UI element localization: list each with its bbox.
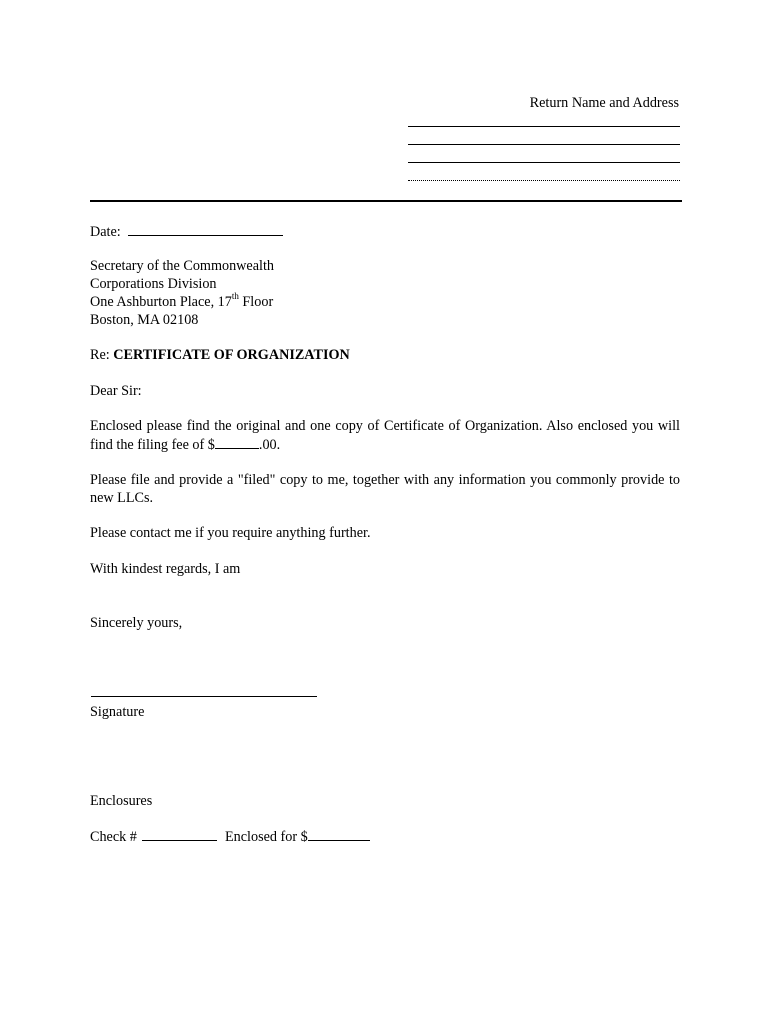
date-row bbox=[90, 222, 283, 241]
date-field[interactable] bbox=[128, 222, 283, 236]
enclosed-amount-field[interactable] bbox=[308, 827, 370, 841]
enclosed-label: Enclosed for $ bbox=[224, 829, 308, 845]
signature-field[interactable] bbox=[91, 696, 317, 697]
closing: Sincerely yours, bbox=[90, 615, 183, 631]
check-number-field[interactable] bbox=[142, 827, 217, 841]
body-paragraph-2: Please file and provide a "filed" copy to me, together with any information you commonly provide to new LLCs. bbox=[90, 472, 680, 506]
recipient-line-4: Boston, MA 02108 bbox=[90, 312, 199, 328]
check-row bbox=[90, 827, 370, 846]
date-label: Date: bbox=[90, 224, 121, 240]
subject-prefix: Re: bbox=[90, 347, 114, 363]
return-address-line-4[interactable] bbox=[408, 180, 680, 181]
body-paragraph-4: With kindest regards, I am bbox=[90, 561, 241, 577]
return-address-heading: Return Name and Address bbox=[529, 95, 679, 111]
return-address-line-1[interactable] bbox=[408, 126, 680, 127]
signature-label: Signature bbox=[90, 704, 145, 720]
filing-fee-field[interactable] bbox=[215, 435, 259, 449]
subject-line bbox=[90, 346, 350, 364]
body-paragraph-3: Please contact me if you require anything further. bbox=[90, 525, 371, 541]
recipient-line-3-suffix: Floor bbox=[238, 294, 274, 310]
paragraph-1-text: Enclosed please find the original and one copy of Certificate of Organization. Also enclosed you will find the filing fee of $ bbox=[90, 418, 680, 453]
recipient-line-3-sup: th bbox=[231, 291, 239, 302]
recipient-line-3-text: One Ashburton Place, 17 bbox=[90, 294, 232, 310]
subject-title: CERTIFICATE OF ORGANIZATION bbox=[113, 347, 350, 363]
check-label: Check # bbox=[90, 829, 137, 845]
salutation: Dear Sir: bbox=[90, 383, 142, 399]
recipient-line-2: Corporations Division bbox=[90, 276, 217, 292]
recipient-line-1: Secretary of the Commonwealth bbox=[90, 258, 274, 274]
header-divider bbox=[90, 200, 682, 202]
return-address-line-2[interactable] bbox=[408, 144, 680, 145]
recipient-line-3 bbox=[90, 293, 273, 311]
paragraph-1-suffix: .00. bbox=[258, 437, 281, 453]
enclosures-label: Enclosures bbox=[90, 793, 153, 809]
return-address-line-3[interactable] bbox=[408, 162, 680, 163]
body-paragraph-1 bbox=[90, 417, 680, 454]
